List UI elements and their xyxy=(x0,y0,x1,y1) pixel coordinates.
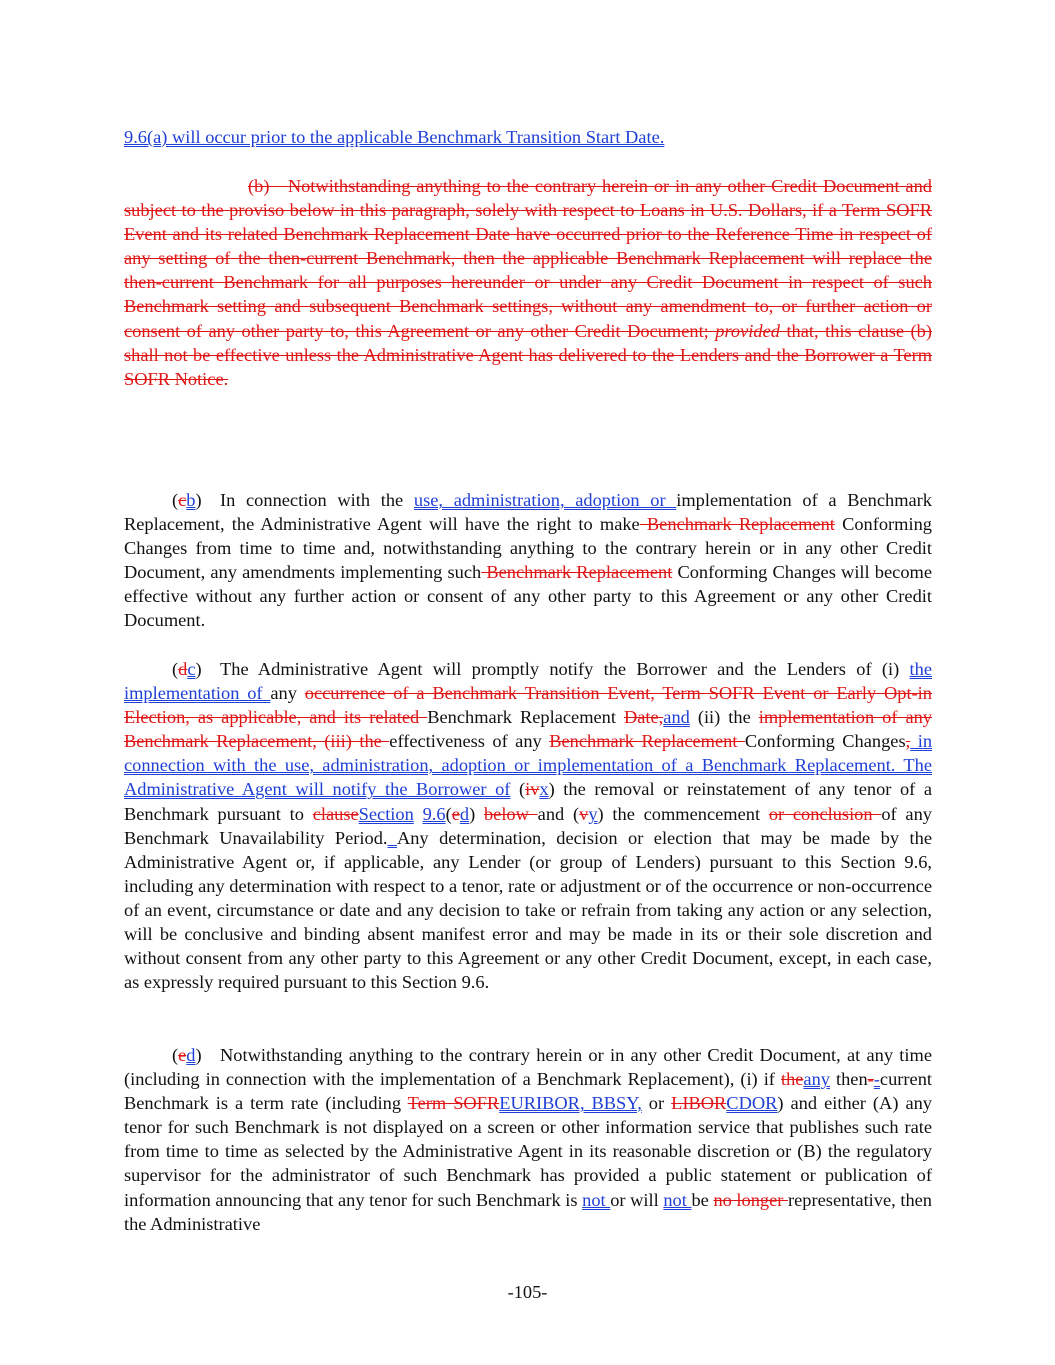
paragraph-c xyxy=(124,657,932,994)
paragraph-text: ( xyxy=(445,803,452,824)
paragraph-text: ) and either (A) any tenor for such Benchmark is not displayed on a screen or other information service that publishes such rate from time to time as selected by the Administrative Agent in its reasonable discretion or (B) the regulatory supervisor for the administrator of such Benchmark has provided a public statement or publication of information announcing that any tenor for such Benchmark is xyxy=(124,1093,932,1210)
deleted-text: d xyxy=(178,659,188,679)
deleted-text: iv xyxy=(525,779,540,800)
paragraph-text: (ii) the xyxy=(689,707,759,728)
deleted-text: no longer xyxy=(713,1189,789,1210)
paragraph-text: representative, then the Administrative xyxy=(124,1189,933,1234)
paragraph-text: ( xyxy=(172,659,179,679)
paragraph-b-deleted xyxy=(124,174,932,391)
deleted-text: - xyxy=(867,1069,874,1090)
paragraph-d xyxy=(124,1043,932,1236)
inserted-text: d xyxy=(459,803,470,824)
deleted-text: the xyxy=(780,1069,804,1090)
paragraph-text: be xyxy=(691,1189,714,1210)
deleted-text: Term SOFR xyxy=(407,1093,500,1114)
deleted-text: c xyxy=(178,490,187,510)
paragraph-text: Conforming Changes will become effective without any further action or consent of any other party to this Agreement or any other Credit Document. xyxy=(124,562,932,631)
inserted-text: use, administration, adoption or xyxy=(413,490,677,510)
inserted-text: the implementation of xyxy=(124,659,932,704)
deleted-text: that, this clause (b) shall not be effective unless the Administrative Agent has delivered to the Lenders and the Borrower a Term SOFR Notice. xyxy=(124,320,932,389)
paragraph-text: ) the commencement xyxy=(597,803,769,824)
inserted-text: c xyxy=(187,659,196,679)
paragraph-text: ( xyxy=(172,490,179,510)
inserted-text: not xyxy=(582,1189,611,1210)
deleted-text: below xyxy=(483,803,538,824)
paragraph-text: ) In connection with the xyxy=(195,490,414,510)
inserted-text: 9.6 xyxy=(422,803,446,824)
paragraph-text: implementation of a Benchmark Replacement, the Administrative Agent will have the right to make xyxy=(124,490,932,535)
deleted-text: Date, xyxy=(623,707,664,728)
paragraph-text: and ( xyxy=(537,803,580,824)
paragraph-carryover xyxy=(124,125,932,149)
inserted-text: any xyxy=(803,1069,830,1090)
paragraph-text: effectiveness of any xyxy=(389,731,550,752)
inserted-text: d xyxy=(186,1045,196,1065)
inserted-text: in connection with the use, administration, adoption or implementation of a Benchmark Replacement. The Administrative Agent will notify the Borrower of xyxy=(124,731,933,800)
paragraph-text xyxy=(414,804,423,824)
deleted-text: or conclusion xyxy=(768,803,882,824)
paragraph-text: or will xyxy=(610,1189,664,1210)
page-number: -105- xyxy=(507,1282,548,1302)
paragraph-text: ) xyxy=(469,803,484,824)
deleted-text: Benchmark Replacement xyxy=(549,731,745,752)
deleted-text: v xyxy=(579,803,589,824)
paragraph-text: ( xyxy=(510,779,526,800)
inserted-text: and xyxy=(663,707,690,728)
paragraph-text: Conforming Changes xyxy=(744,731,906,752)
paragraph-text: ) Notwithstanding anything to the contrary herein or in any other Credit Document, at any time (including in connection with the implementation of a Benchmark Replacement), (i) if xyxy=(124,1045,932,1090)
inserted-text: b xyxy=(186,490,196,510)
paragraph-text: any xyxy=(270,683,305,704)
paragraph-text: Benchmark Replacement xyxy=(427,707,624,728)
inserted-text: not xyxy=(663,1189,692,1210)
inserted-text: Section xyxy=(358,803,414,824)
paragraph-text: Any determination, decision or election that may be made by the Administrative Agent or, if applicable, any Lender (or group of Lenders) pursuant to this Section 9.6, including any determination with respect to a tenor, rate or adjustment or of the occurrence or non-occurrence of an event, circumstance or date and any decision to take or refrain from taking any action or any selection, will be conclusive and binding absent manifest error and may be made in its or their sole discretion and without consent from any other party to this Agreement or any other Credit Document, except, in each case, as expressly required pursuant to this Section 9.6. xyxy=(124,827,932,993)
inserted-text: - xyxy=(873,1069,880,1090)
paragraph-text: of any Benchmark Unavailability Period. xyxy=(124,803,932,848)
inserted-text: x xyxy=(539,779,549,800)
paragraph-b xyxy=(124,488,932,633)
inserted-text: 9.6(a) will occur prior to the applicable Benchmark Transition Start Date. xyxy=(124,127,665,147)
deleted-text-italic: provided xyxy=(715,320,780,341)
paragraph-text: ) the removal or reinstatement of any tenor of a Benchmark pursuant to xyxy=(124,779,932,824)
deleted-text: occurrence of a Benchmark Transition Event, Term SOFR Event or Early Opt-in Election, as applicable, and its related xyxy=(124,683,932,728)
paragraph-text: then xyxy=(829,1069,868,1090)
paragraph-text: or xyxy=(641,1093,672,1114)
paragraph-text: current Benchmark is a term rate (including xyxy=(124,1069,932,1114)
deleted-text: (b) Notwithstanding anything to the contrary herein or in any other Credit Document and subject to the proviso below in this paragraph, solely with respect to Loans in U.S. Dollars, if a Term SOFR Event and its related Benchmark Replacement Date have occurred prior to the Reference Time in respect of any setting of the then-current Benchmark, then the applicable Benchmark Replacement will replace the then-current Benchmark for all purposes hereunder or under any Credit Document in respect of such Benchmark setting and subsequent Benchmark settings, without any amendment to, or further action or consent of any other party to, this Agreement or any other Credit Document; xyxy=(124,176,932,341)
inserted-text: y xyxy=(588,803,598,824)
deleted-text: Benchmark Replacement xyxy=(639,514,835,535)
paragraph-text: ( xyxy=(172,1045,179,1065)
deleted-text: , xyxy=(905,731,911,752)
inserted-text: CDOR xyxy=(726,1093,778,1114)
inserted-text: EURIBOR, BBSY, xyxy=(499,1093,642,1114)
paragraph-text: Conforming Changes from time to time and, notwithstanding anything to the contrary herein or in any other Credit Document, any amendments implementing such xyxy=(124,514,932,583)
deleted-text: implementation of any Benchmark Replacement, (iii) the xyxy=(124,707,932,752)
inserted-text xyxy=(388,828,397,848)
deleted-text: e xyxy=(451,803,460,824)
deleted-text: Benchmark Replacement xyxy=(481,562,673,583)
deleted-text: LIBOR xyxy=(671,1093,727,1114)
deleted-text: e xyxy=(178,1045,187,1065)
deleted-text: clause xyxy=(312,803,359,824)
paragraph-text: ) The Administrative Agent will promptly notify the Borrower and the Lenders of (i) xyxy=(195,659,910,679)
